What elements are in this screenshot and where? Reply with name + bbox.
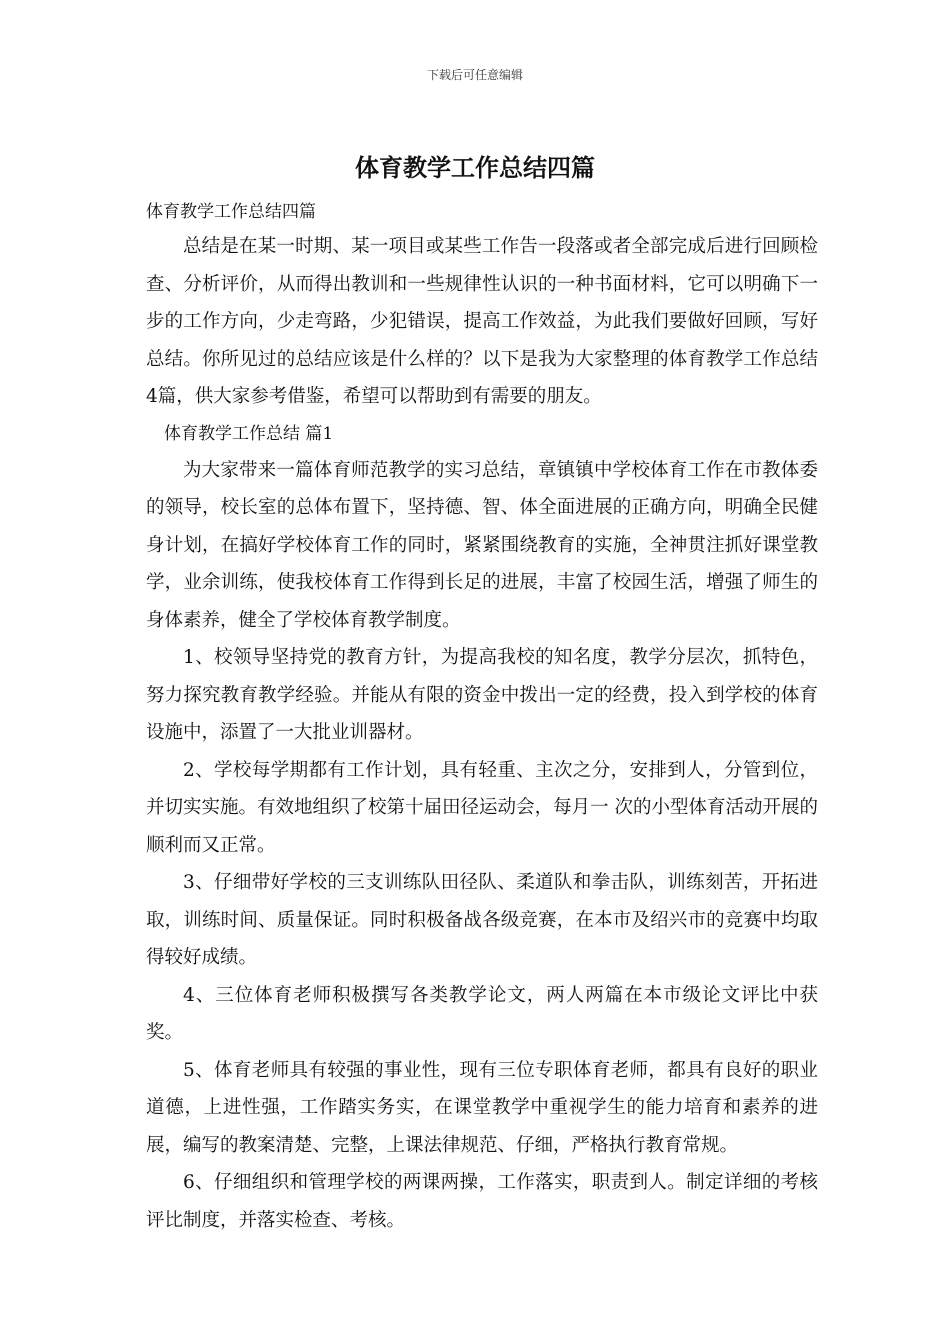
section1-paragraph: 2、学校每学期都有工作计划，具有轻重、主次之分，安排到人，分管到位，并切实实施。有效地组织了校第十届田径运动会，每月一 次的小型体育活动开展的顺利而又正常。 (146, 759, 818, 856)
section1-paragraph: 6、仔细组织和管理学校的两课两操，工作落实，职责到人。制定详细的考核评比制度，并落实检查、考核。 (146, 1172, 818, 1231)
section1-paragraph: 5、体育老师具有较强的事业性，现有三位专职体育老师，都具有良好的职业道德，上进性强，工作踏实务实，在课堂教学中重视学生的能力培育和素养的进展，编写的教案清楚、完整，上课法律规范、仔细，严格执行教育常规。 (146, 1059, 818, 1156)
intro-paragraph: 总结是在某一时期、某一项目或某些工作告一段落或者全部完成后进行回顾检查、分析评价，从而得出教训和一些规律性认识的一种书面材料，它可以明确下一步的工作方向，少走弯路，少犯错误，提高工作效益，为此我们要做好回顾，写好总结。你所见过的总结应该是什么样的？以下是我为大家整理的体育教学工作总结4篇，供大家参考借鉴，希望可以帮助到有需要的朋友。 (146, 236, 818, 407)
section1-paragraph: 4、三位体育老师积极撰写各类教学论文，两人两篇在本市级论文评比中获奖。 (146, 984, 818, 1043)
document-body (146, 196, 818, 1239)
section-heading-1: 体育教学工作总结 篇1 (164, 423, 334, 444)
header-note: 下载后可任意编辑 (426, 68, 523, 82)
document-title: 体育教学工作总结四篇 (355, 153, 595, 182)
document-subtitle: 体育教学工作总结四篇 (146, 202, 316, 222)
section1-paragraph: 为大家带来一篇体育师范教学的实习总结，章镇镇中学校体育工作在市教体委的领导，校长室的总体布置下，坚持德、智、体全面进展的正确方向，明确全民健身计划，在搞好学校体育工作的同时，紧紧围绕教育的实施，全神贯注抓好课堂教学，业余训练，使我校体育工作得到长足的进展，丰富了校园生活，增强了师生的身体素养，健全了学校体育教学制度。 (146, 459, 818, 631)
section1-paragraph: 3、仔细带好学校的三支训练队田径队、柔道队和拳击队，训练刻苦，开拓进取，训练时间、质量保证。同时积极备战各级竞赛，在本市及绍兴市的竞赛中均取得较好成绩。 (146, 872, 818, 968)
section1-paragraph: 1、校领导坚持党的教育方针，为提高我校的知名度，教学分层次，抓特色，努力探究教育教学经验。并能从有限的资金中拨出一定的经费，投入到学校的体育设施中，添置了一大批业训器材。 (146, 647, 818, 743)
